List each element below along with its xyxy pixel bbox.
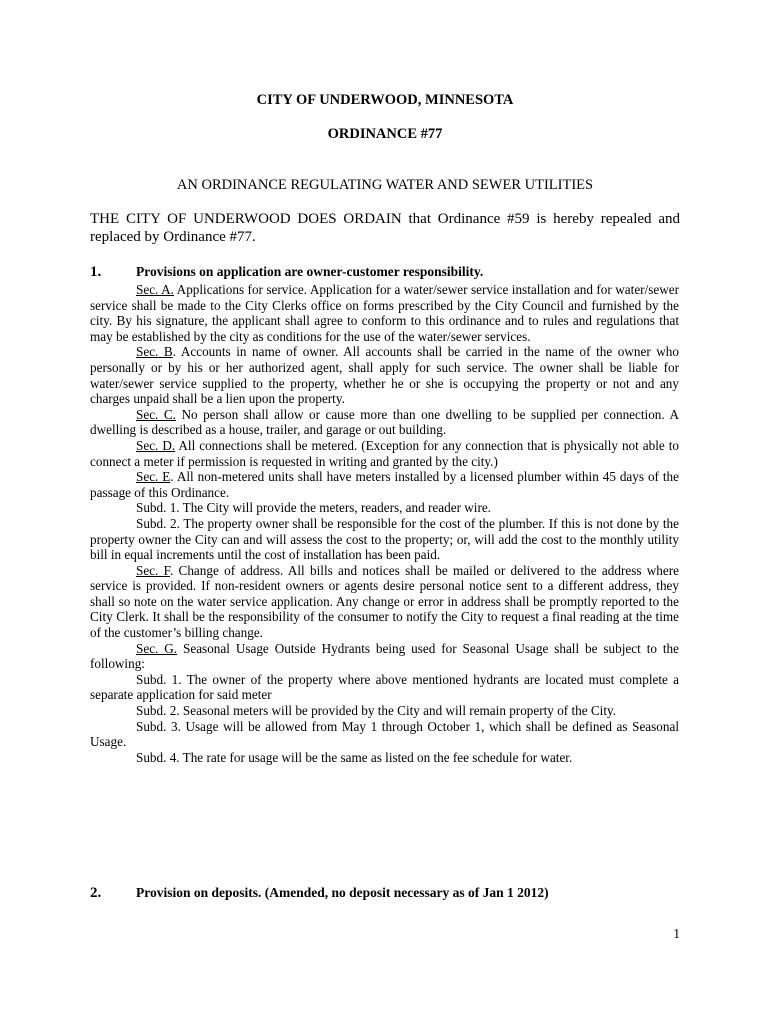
sec-label: Sec. D.	[136, 437, 176, 453]
section-1-para	[90, 641, 679, 672]
section-1-para	[90, 500, 679, 516]
para-text: . Accounts in name of owner. All accounts shall be carried in the name of the owner who personally or by his or her authorized agent, shall apply for such service. The owner shall be liable for water/sewer service supplied to the property, whether he or she is occupying the property or not and any charges unpaid shall be a lien upon the property.	[90, 344, 679, 407]
sec-label: Sec. C.	[136, 406, 176, 422]
para-text: Applications for service. Application for a water/sewer service installation and for water/sewer service shall be made to the City Clerks office on forms prescribed by the City Council and furnished by the city. By his signature, the applicant shall agree to conform to this ordinance and to rules and regulations that may be established by the city as conditions for the use of the water/sewer services.	[90, 282, 679, 344]
para-text: No person shall allow or cause more than one dwelling to be supplied per connection. A dwelling is described as a house, trailer, and garage or out building.	[90, 406, 679, 438]
section-1-para	[90, 719, 679, 750]
section-1-para	[90, 438, 679, 469]
section-1-para	[90, 282, 679, 344]
para-text: Subd. 1. The owner of the property where above mentioned hydrants are located must complete a separate application for said meter	[90, 671, 679, 703]
section-1-title: Provisions on application are owner-customer responsibility.	[136, 264, 484, 279]
intro-paragraph: THE CITY OF UNDERWOOD DOES ORDAIN that Ordinance #59 is hereby repealed and replaced by Ordinance #77.	[90, 211, 680, 245]
section-2-title: Provision on deposits. (Amended, no deposit necessary as of Jan 1 2012)	[136, 885, 549, 900]
ordinance-number: ORDINANCE #77	[327, 126, 443, 142]
sec-label: Sec. A.	[136, 282, 174, 297]
para-text: Subd. 1. The City will provide the meters, readers, and reader wire.	[136, 500, 491, 516]
para-text: Seasonal Usage Outside Hydrants being used for Seasonal Usage shall be subject to the following:	[90, 640, 679, 672]
section-1-para	[90, 703, 679, 719]
section-1-body	[90, 282, 679, 765]
section-1-para	[90, 344, 679, 406]
section-1-para	[90, 516, 679, 563]
para-text: Subd. 3. Usage will be allowed from May 1 through October 1, which shall be defined as Seasonal Usage.	[90, 718, 679, 750]
section-2-number: 2.	[90, 885, 102, 901]
para-text: . All non-metered units shall have meters installed by a licensed plumber within 45 days of the passage of this Ordinance.	[90, 469, 679, 500]
para-text: Subd. 2. Seasonal meters will be provided by the City and will remain property of the City.	[136, 703, 617, 719]
section-1-para	[90, 563, 679, 641]
para-text: Subd. 4. The rate for usage will be the same as listed on the fee schedule for water.	[136, 749, 573, 765]
section-1-para	[90, 407, 679, 438]
ordinance-subject: AN ORDINANCE REGULATING WATER AND SEWER UTILITIES	[176, 177, 594, 193]
page-number: 1	[673, 926, 680, 941]
section-1-para	[90, 672, 679, 703]
section-1-para	[90, 750, 679, 766]
section-1-para	[90, 469, 679, 500]
section-1-heading	[90, 264, 680, 281]
sec-label: Sec. E	[136, 469, 171, 485]
section-1-number: 1.	[90, 264, 102, 280]
sec-label: Sec. B	[136, 344, 173, 360]
sec-label: Sec. G.	[136, 640, 178, 656]
para-text: . Change of address. All bills and notices shall be mailed or delivered to the address where service is provided. If non-resident owners or agents desire personal notice sent to a different address, they shall so note on the water service application. Any change or error in address shall be promptly reported to the City Clerk. It shall be the responsibility of the consumer to notify the City to request a final reading at the time of the customer’s billing change.	[90, 562, 679, 641]
city-title: CITY OF UNDERWOOD, MINNESOTA	[256, 92, 514, 108]
section-2-heading	[90, 885, 680, 902]
para-text: Subd. 2. The property owner shall be responsible for the cost of the plumber. If this is not done by the property owner the City can and will assess the cost to the property; or, will add the cost to the monthly utility bill in equal increments until the cost of installation has been paid.	[90, 515, 679, 563]
para-text: All connections shall be metered. (Exception for any connection that is physically not able to connect a meter if permission is requested in writing and granted by the city.)	[90, 437, 679, 469]
sec-label: Sec. F	[136, 562, 170, 578]
